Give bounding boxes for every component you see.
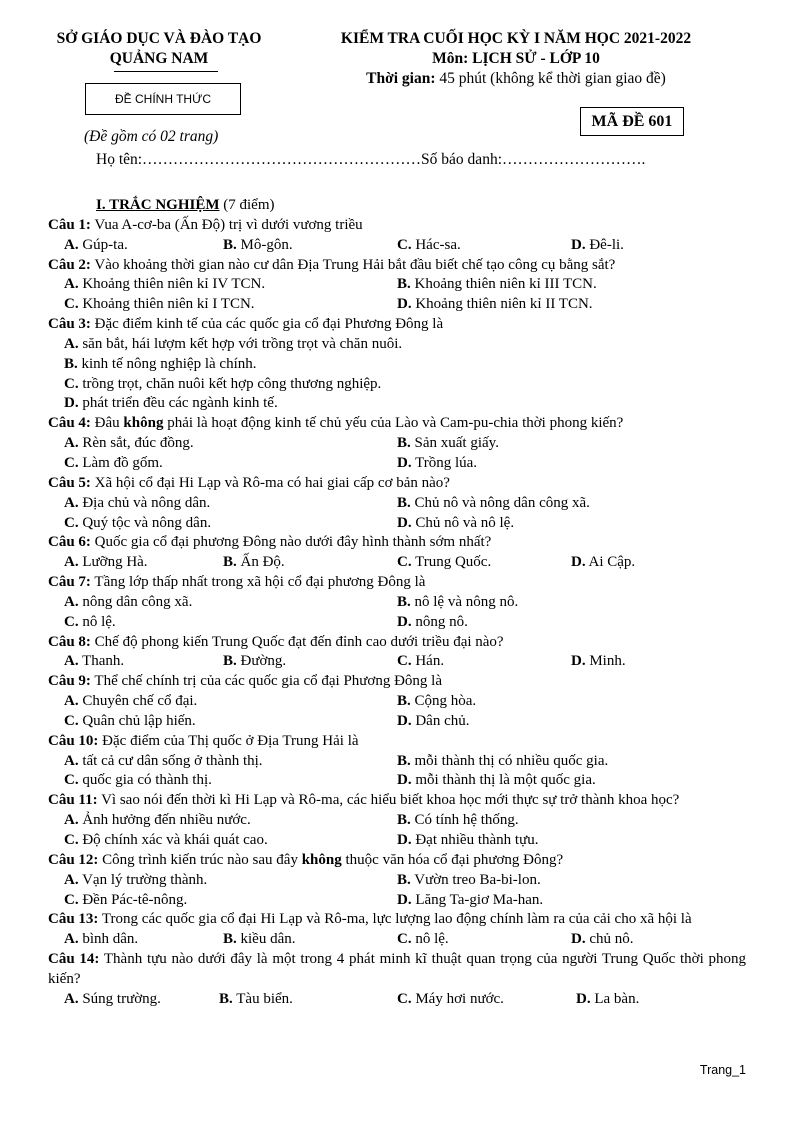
option-key: C. (64, 375, 79, 392)
option-key: D. (571, 931, 586, 948)
exam-code-box: MÃ ĐỀ 601 (580, 107, 684, 136)
options-row (48, 394, 746, 414)
question-stem (48, 216, 746, 236)
answer-option-d (397, 891, 543, 911)
answer-option-a (64, 990, 161, 1010)
option-key: A. (64, 693, 79, 710)
option-text: La bàn. (590, 990, 640, 1007)
option-text: tất cả cư dân sống ở thành thị. (78, 752, 263, 769)
option-text: Máy hơi nước. (411, 990, 504, 1007)
option-text: Chủ nô và nô lệ. (411, 514, 515, 531)
option-key: A. (64, 554, 79, 571)
answer-option-a (64, 236, 128, 256)
option-key: A. (64, 236, 79, 253)
answer-option-a (64, 593, 192, 613)
question-stem (48, 851, 746, 871)
question-label: Câu 1: (48, 216, 91, 233)
option-text: Trung Quốc. (411, 554, 492, 571)
option-text: Trồng lúa. (411, 454, 478, 471)
answer-option-b (223, 236, 293, 256)
option-key: C. (397, 653, 412, 670)
option-text: Khoảng thiên niên kỉ III TCN. (410, 276, 597, 293)
exam-time-label: Thời gian: (366, 70, 436, 87)
option-key: A. (64, 435, 79, 452)
options-row (48, 613, 746, 633)
question-label: Câu 5: (48, 474, 91, 491)
answer-option-d (571, 652, 626, 672)
option-key: D. (397, 514, 412, 531)
option-key: B. (397, 812, 411, 829)
option-key: D. (397, 613, 412, 630)
options-row (48, 692, 746, 712)
answer-option-c (64, 514, 211, 534)
option-key: B. (219, 990, 233, 1007)
answer-option-d (397, 771, 596, 791)
answer-option-d (576, 990, 639, 1010)
answer-option-d (397, 295, 593, 315)
answer-option-c (397, 930, 449, 950)
question-label: Câu 2: (48, 256, 91, 273)
answer-option-c (397, 652, 444, 672)
option-key: D. (397, 296, 412, 313)
option-key: C. (64, 891, 79, 908)
option-key: A. (64, 990, 79, 1007)
option-key: B. (397, 752, 411, 769)
section-title: I. TRẮC NGHIỆM (96, 197, 220, 213)
option-key: C. (64, 712, 79, 729)
answer-option-b (64, 355, 256, 375)
answer-option-b (397, 275, 597, 295)
answer-option-c (64, 613, 116, 633)
option-text: Ai Cập. (585, 554, 636, 571)
answer-option-b (223, 652, 286, 672)
question-label: Câu 10: (48, 732, 99, 749)
question-text: Đặc điểm của Thị quốc ở Địa Trung Hải là (98, 732, 359, 749)
option-key: B. (397, 693, 411, 710)
option-text: Khoảng thiên niên kỉ I TCN. (78, 296, 255, 313)
options-row (48, 712, 746, 732)
option-key: C. (64, 454, 79, 471)
question-label: Câu 4: (48, 415, 91, 432)
answer-option-a (64, 652, 124, 672)
option-text: Đê-li. (585, 236, 624, 253)
option-key: D. (576, 990, 591, 1007)
answer-option-a (64, 434, 194, 454)
exam-content (48, 196, 746, 1010)
option-text: Vạn lý trường thành. (78, 871, 208, 888)
options-row (48, 514, 746, 534)
option-key: A. (64, 752, 79, 769)
answer-option-b (397, 494, 590, 514)
question-label: Câu 11: (48, 792, 98, 809)
question-text: thuộc văn hóa cổ đại phương Đông? (341, 851, 564, 868)
options-row (48, 771, 746, 791)
option-key: C. (397, 931, 412, 948)
option-key: A. (64, 931, 79, 948)
options-row (48, 990, 746, 1010)
question-stem (48, 633, 746, 653)
question-label: Câu 3: (48, 316, 91, 333)
option-text: săn bắt, hái lượm kết hợp với trồng trọt và chăn nuôi. (78, 335, 403, 352)
option-text: phát triển đều các ngành kinh tế. (78, 395, 278, 412)
option-text: Làm đồ gốm. (78, 454, 163, 471)
answer-option-b (397, 871, 541, 891)
question-text: phải là hoạt động kinh tế chủ yếu của Lào và Cam-pu-chia thời phong kiến? (163, 415, 624, 432)
option-text: Súng trường. (78, 990, 161, 1007)
option-key: A. (64, 653, 79, 670)
option-text: Rèn sắt, đúc đồng. (78, 435, 194, 452)
options-row (48, 454, 746, 474)
option-text: Minh. (585, 653, 626, 670)
question-stem (48, 474, 746, 494)
option-text: Hán. (411, 653, 445, 670)
option-text: Hác-sa. (411, 236, 461, 253)
department-header (52, 29, 266, 69)
exam-time (296, 69, 736, 89)
question-text: Tầng lớp thấp nhất trong xã hội cổ đại phương Đông là (90, 574, 426, 591)
option-text: Cộng hòa. (410, 693, 477, 710)
province-name: QUẢNG NAM (109, 50, 209, 67)
option-text: Chủ nô và nông dân công xã. (410, 494, 590, 511)
question-text: Vì sao nói đến thời kì Hi Lạp và Rô-ma, các hiểu biết khoa học mới thực sự trở thành khoa học? (97, 792, 680, 809)
option-text: Quân chủ lập hiến. (78, 712, 196, 729)
question-stem (48, 315, 746, 335)
option-text: Thanh. (78, 653, 125, 670)
question-stem (48, 950, 746, 990)
option-key: B. (223, 931, 237, 948)
options-row (48, 752, 746, 772)
options-row (48, 811, 746, 831)
question-label: Câu 6: (48, 534, 91, 551)
option-text: Đền Pác-tê-nông. (78, 891, 188, 908)
answer-option-c (64, 771, 212, 791)
question-label: Câu 9: (48, 673, 91, 690)
answer-option-d (397, 831, 538, 851)
option-text: nô lệ. (411, 931, 449, 948)
option-key: C. (397, 554, 412, 571)
answer-option-a (64, 494, 210, 514)
question-label: Câu 8: (48, 633, 91, 650)
question-stem (48, 910, 746, 930)
page-number: Trang_1 (699, 1063, 746, 1077)
answer-option-d (397, 514, 514, 534)
answer-option-a (64, 752, 263, 772)
answer-option-d (397, 712, 470, 732)
official-exam-box: ĐỀ CHÍNH THỨC (85, 83, 241, 115)
question-label: Câu 13: (48, 911, 99, 928)
option-key: A. (64, 871, 79, 888)
answer-option-a (64, 811, 251, 831)
question-stem (48, 672, 746, 692)
answer-option-b (223, 930, 296, 950)
option-key: B. (397, 276, 411, 293)
section-heading (48, 196, 746, 216)
student-info-line: Họ tên:………………………………………………Số báo danh:………………………. (96, 151, 646, 168)
option-text: Đạt nhiều thành tựu. (411, 832, 539, 848)
answer-option-d (64, 394, 278, 414)
question-text: Thể chế chính trị của các quốc gia cổ đại Phương Đông là (90, 673, 443, 690)
option-key: C. (64, 613, 79, 630)
option-key: B. (397, 435, 411, 452)
option-text: kinh tế nông nghiệp là chính. (77, 355, 257, 372)
answer-option-c (64, 295, 255, 315)
option-text: nông nô. (411, 613, 468, 630)
option-key: D. (571, 653, 586, 670)
exam-title: KIỂM TRA CUỐI HỌC KỲ I NĂM HỌC 2021-2022 (340, 30, 692, 47)
question-text: Quốc gia cổ đại phương Đông nào dưới đây hình thành sớm nhất? (90, 534, 492, 551)
exam-subject: Môn: LỊCH SỬ - LỚP 10 (432, 50, 600, 67)
option-key: B. (64, 355, 78, 372)
option-key: B. (397, 593, 411, 610)
department-name: SỞ GIÁO DỤC VÀ ĐÀO TẠO (56, 30, 262, 47)
question-text: Chế độ phong kiến Trung Quốc đạt đến đỉnh cao dưới triều đại nào? (90, 633, 504, 650)
option-text: nông dân công xã. (78, 593, 193, 610)
option-key: C. (397, 236, 412, 253)
option-key: C. (397, 990, 412, 1007)
answer-option-d (397, 454, 477, 474)
answer-option-d (571, 553, 635, 573)
option-text: Độ chính xác và khái quát cao. (78, 832, 268, 848)
option-key: A. (64, 812, 79, 829)
answer-option-c (397, 236, 461, 256)
option-key: C. (64, 832, 79, 848)
option-text: Vườn treo Ba-bi-lon. (410, 871, 541, 888)
question-text: Vào khoảng thời gian nào cư dân Địa Trung Hải bắt đầu biết chế tạo công cụ bằng sắt? (90, 256, 616, 273)
answer-option-a (64, 692, 197, 712)
option-key: D. (397, 712, 412, 729)
answer-option-c (64, 375, 381, 395)
option-text: Dân chủ. (411, 712, 470, 729)
options-row (48, 236, 746, 256)
answer-option-a (64, 553, 148, 573)
question-stem (48, 256, 746, 276)
question-text: không (301, 851, 342, 868)
option-text: Ấn Độ. (236, 554, 285, 571)
option-text: Khoảng thiên niên kỉ IV TCN. (78, 276, 266, 293)
answer-option-a (64, 335, 402, 355)
pages-note: (Đề gồm có 02 trang) (84, 128, 219, 145)
option-key: B. (223, 554, 237, 571)
option-key: D. (397, 832, 412, 848)
question-label: Câu 12: (48, 851, 99, 868)
answer-option-b (397, 692, 476, 712)
options-row (48, 891, 746, 911)
question-label: Câu 14: (48, 951, 100, 968)
option-key: D. (397, 772, 412, 789)
question-label: Câu 7: (48, 574, 91, 591)
question-stem (48, 533, 746, 553)
option-key: B. (223, 653, 237, 670)
question-text: Đâu (90, 415, 124, 432)
option-key: A. (64, 593, 79, 610)
option-text: trồng trọt, chăn nuôi kết hợp công thương nghiệp. (78, 375, 382, 392)
options-row (48, 375, 746, 395)
answer-option-b (397, 593, 518, 613)
option-key: A. (64, 276, 79, 293)
options-row (48, 335, 746, 355)
option-text: Ảnh hưởng đến nhiều nước. (78, 812, 251, 829)
answer-option-d (571, 930, 634, 950)
question-text: Vua A-cơ-ba (Ấn Độ) trị vì dưới vương triều (90, 216, 363, 233)
option-text: mỗi thành thị là một quốc gia. (411, 772, 596, 789)
option-key: B. (223, 236, 237, 253)
question-text: không (123, 415, 164, 432)
options-row (48, 553, 746, 573)
option-key: A. (64, 494, 79, 511)
answer-option-c (64, 712, 196, 732)
option-text: Quý tộc và nông dân. (78, 514, 212, 531)
question-stem (48, 573, 746, 593)
question-text: Xã hội cổ đại Hi Lạp và Rô-ma có hai giai cấp cơ bản nào? (90, 474, 450, 491)
option-key: D. (571, 554, 586, 571)
option-text: nô lệ. (78, 613, 116, 630)
options-row (48, 652, 746, 672)
option-text: nô lệ và nông nô. (410, 593, 519, 610)
answer-option-b (397, 434, 499, 454)
option-key: C. (64, 514, 79, 531)
exam-header (296, 29, 736, 89)
option-text: Lăng Ta-giơ Ma-han. (411, 891, 544, 908)
option-key: D. (397, 454, 412, 471)
option-text: kiều dân. (236, 931, 296, 948)
options-row (48, 593, 746, 613)
answer-option-c (397, 553, 491, 573)
option-text: Gúp-ta. (78, 236, 128, 253)
question-text: Thành tựu nào dưới đây là một trong 4 phát minh kĩ thuật quan trọng của người Trung Quốc thời phong kiến? (48, 951, 746, 987)
option-key: B. (397, 494, 411, 511)
option-text: Tàu biển. (232, 990, 293, 1007)
answer-option-c (64, 891, 187, 911)
answer-option-d (397, 613, 468, 633)
answer-option-a (64, 930, 138, 950)
option-key: C. (64, 296, 79, 313)
question-text: Trong các quốc gia cổ đại Hi Lạp và Rô-ma, lực lượng lao động chính làm ra của cải cho xã hội là (98, 911, 692, 928)
option-text: quốc gia có thành thị. (78, 772, 212, 789)
option-key: D. (64, 395, 79, 412)
question-stem (48, 791, 746, 811)
options-row (48, 930, 746, 950)
option-text: Có tính hệ thống. (410, 812, 519, 829)
exam-time-value: 45 phút (không kể thời gian giao đề) (435, 70, 666, 87)
option-text: Sản xuất giấy. (410, 435, 499, 452)
option-text: Địa chủ và nông dân. (78, 494, 211, 511)
option-text: chủ nô. (585, 931, 634, 948)
answer-option-c (397, 990, 504, 1010)
option-text: Đường. (236, 653, 287, 670)
section-points: (7 điểm) (219, 197, 275, 213)
answer-option-b (219, 990, 293, 1010)
option-text: Khoảng thiên niên kỉ II TCN. (411, 296, 593, 313)
options-row (48, 295, 746, 315)
option-key: D. (397, 891, 412, 908)
province-underline (114, 71, 218, 72)
answer-option-a (64, 871, 207, 891)
question-stem (48, 414, 746, 434)
options-row (48, 434, 746, 454)
option-text: bình dân. (78, 931, 139, 948)
options-row (48, 871, 746, 891)
option-text: Mô-gôn. (236, 236, 293, 253)
option-text: Lưỡng Hà. (78, 554, 148, 571)
question-text: Công trình kiến trúc nào sau đây (98, 851, 302, 868)
answer-option-c (64, 454, 163, 474)
option-key: C. (64, 772, 79, 789)
answer-option-a (64, 275, 265, 295)
answer-option-b (397, 752, 608, 772)
options-row (48, 494, 746, 514)
answer-option-d (571, 236, 624, 256)
answer-option-b (397, 811, 519, 831)
answer-option-c (64, 831, 268, 851)
option-text: Chuyên chế cổ đại. (78, 693, 198, 710)
question-list (48, 216, 746, 1010)
option-key: A. (64, 335, 79, 352)
answer-option-b (223, 553, 285, 573)
question-stem (48, 732, 746, 752)
option-key: B. (397, 871, 411, 888)
option-text: mỗi thành thị có nhiều quốc gia. (410, 752, 609, 769)
options-row (48, 355, 746, 375)
option-key: D. (571, 236, 586, 253)
options-row (48, 275, 746, 295)
question-text: Đặc điểm kinh tế của các quốc gia cổ đại Phương Đông là (90, 316, 444, 333)
options-row (48, 831, 746, 851)
